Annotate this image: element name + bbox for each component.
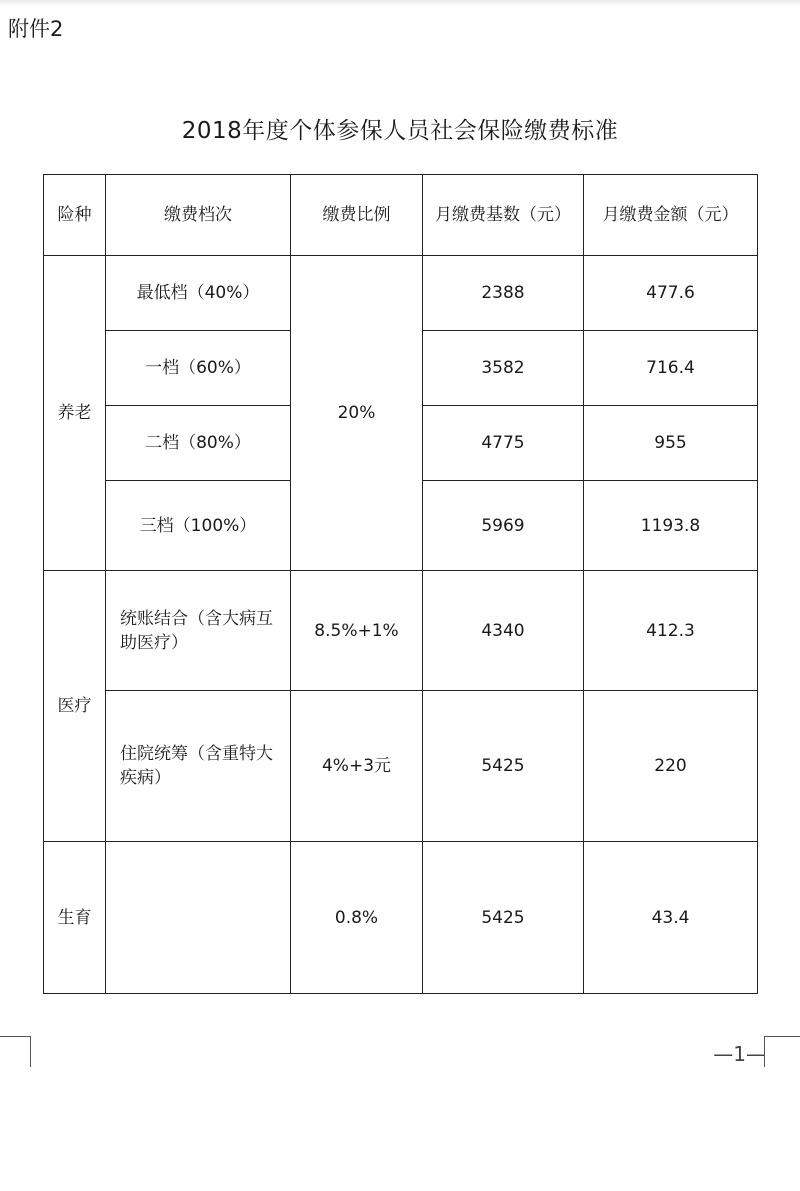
grade-cell: 最低档（40%） [106, 256, 291, 331]
pension-ratio-cell: 20% [291, 256, 423, 571]
grade-cell [106, 842, 291, 994]
ratio-cell: 0.8% [291, 842, 423, 994]
ratio-cell: 8.5%+1% [291, 571, 423, 691]
base-cell: 2388 [423, 256, 584, 331]
amount-cell: 43.4 [584, 842, 758, 994]
document-title: 2018年度个体参保人员社会保险缴费标准 [181, 118, 619, 144]
attachment-label: 附件2 [8, 17, 64, 41]
grade-cell: 统账结合（含大病互助医疗） [106, 571, 291, 691]
base-cell: 3582 [423, 331, 584, 406]
amount-cell: 716.4 [584, 331, 758, 406]
page-corner-mark-right [764, 1036, 800, 1067]
base-cell: 5969 [423, 481, 584, 571]
medical-type-cell: 医疗 [44, 571, 106, 842]
header-grade: 缴费档次 [106, 175, 291, 256]
header-monthly-base: 月缴费基数（元） [423, 175, 584, 256]
table-row [44, 842, 758, 994]
base-cell: 4775 [423, 406, 584, 481]
grade-cell: 一档（60%） [106, 331, 291, 406]
header-monthly-amount: 月缴费金额（元） [584, 175, 758, 256]
table-row [44, 691, 758, 842]
header-insurance-type: 险种 [44, 175, 106, 256]
amount-cell: 412.3 [584, 571, 758, 691]
page-corner-mark-left [0, 1036, 31, 1067]
amount-cell: 955 [584, 406, 758, 481]
grade-cell: 三档（100%） [106, 481, 291, 571]
base-cell: 5425 [423, 842, 584, 994]
maternity-type-cell: 生育 [44, 842, 106, 994]
ratio-cell: 4%+3元 [291, 691, 423, 842]
grade-cell: 住院统筹（含重特大疾病） [106, 691, 291, 842]
table-row [44, 256, 758, 331]
amount-cell: 1193.8 [584, 481, 758, 571]
base-cell: 5425 [423, 691, 584, 842]
page-number: —1— [713, 1042, 766, 1066]
page-top-shadow [0, 0, 800, 6]
table-header-row [44, 175, 758, 256]
grade-cell: 二档（80%） [106, 406, 291, 481]
base-cell: 4340 [423, 571, 584, 691]
pension-type-cell: 养老 [44, 256, 106, 571]
amount-cell: 477.6 [584, 256, 758, 331]
fee-standard-table [43, 174, 758, 994]
header-ratio: 缴费比例 [291, 175, 423, 256]
amount-cell: 220 [584, 691, 758, 842]
table-row [44, 571, 758, 691]
